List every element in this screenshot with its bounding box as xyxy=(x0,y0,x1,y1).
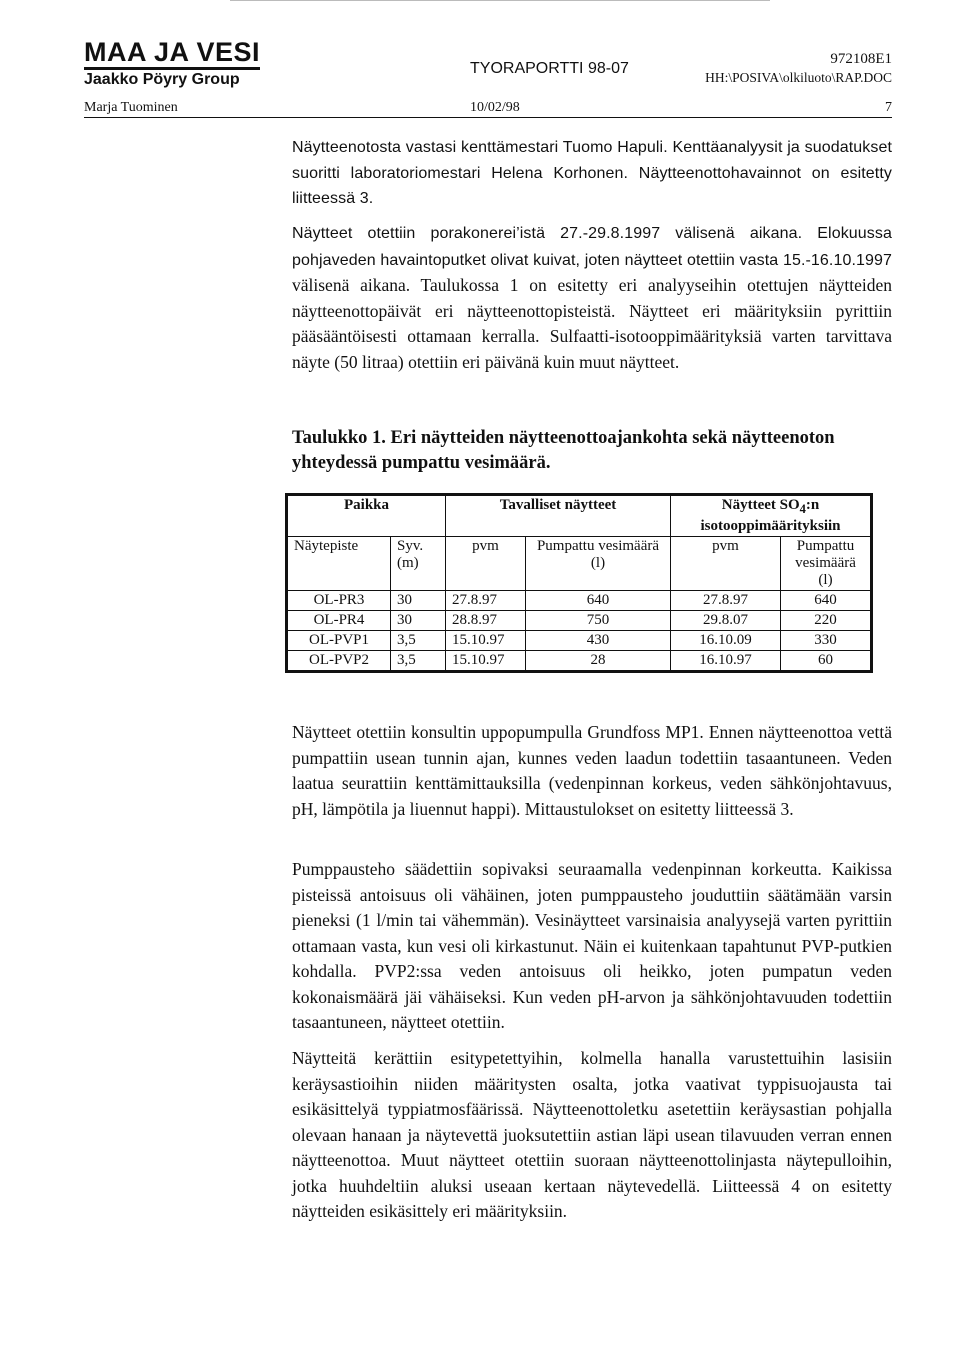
table-sub-header-row xyxy=(288,537,871,591)
report-date: 10/02/98 xyxy=(470,100,520,115)
scan-top-edge xyxy=(230,0,770,1)
sampling-table xyxy=(287,495,871,671)
cell-depth: 3,5 xyxy=(391,631,446,651)
header-pumped-2: Pumpattu vesimäärä (l) xyxy=(781,537,871,591)
paragraph-2 xyxy=(292,220,892,375)
cell-date-1: 15.10.97 xyxy=(446,651,526,671)
table-caption: Taulukko 1. Eri näytteiden näytteenottoajankohta sekä näytteenoton yhteydessä pumpattu vesimäärä. xyxy=(292,428,835,473)
table-row xyxy=(288,591,871,611)
cell-depth: 30 xyxy=(391,611,446,631)
company-logo: MAA JA VESI xyxy=(84,37,261,67)
table-row xyxy=(288,651,871,671)
cell-depth: 3,5 xyxy=(391,651,446,671)
cell-pumped-2: 60 xyxy=(781,651,871,671)
cell-pumped-1: 28 xyxy=(526,651,671,671)
table-row xyxy=(288,611,871,631)
paragraph-3: Näytteet otettiin konsultin uppopumpulla Grundfoss MP1. Ennen näytteenottoa vettä pumpattiin usean tunnin ajan, kunnes veden laadun todettiin tasaantuneen. Veden laatua seurattiin kenttämittauksilla (vedenpinnan korkeus, veden sähkönjohtavuus, pH, lämpötila ja liuennut happi). Mittaustulokset on esitetty liitteessä 3. xyxy=(292,722,892,819)
cell-date-2: 27.8.97 xyxy=(671,591,781,611)
header-site: Näytepiste xyxy=(288,537,391,591)
header-rule xyxy=(84,117,892,118)
paragraph-1: Näytteenotosta vastasi kenttämestari Tuomo Hapuli. Kenttäanalyysit ja suodatukset suoritti laboratoriomestari Helena Korhonen. Näytteenottohavainnot on esitetty liitteessä 3. xyxy=(292,139,892,207)
cell-depth: 30 xyxy=(391,591,446,611)
header-date-1: pvm xyxy=(446,537,526,591)
header-depth: Syv. (m) xyxy=(391,537,446,591)
cell-site: OL-PR4 xyxy=(288,611,391,631)
header-pumped-1: Pumpattu vesimäärä (l) xyxy=(526,537,671,591)
page-number: 7 xyxy=(885,100,892,115)
cell-pumped-1: 750 xyxy=(526,611,671,631)
paragraph-2-part-b: välisenä aikana. Taulukossa 1 on esitetty eri analyyseihin otettujen näytteiden näytteenottopäivät eri näytteenottopisteistä. Näytteet eri määrityksiin pyrittiin pääsääntöisesti ottamaan kerralla. Sulfaatti-isotooppimäärityksiä varten tarvittava näyte (50 litraa) otettiin eri päivänä kuin muut näytteet. xyxy=(292,275,892,372)
cell-date-1: 15.10.97 xyxy=(446,631,526,651)
table-row xyxy=(288,631,871,651)
paragraph-2-part-a: Näytteet otettiin porakonerei’istä 27.-29.8.1997 välisenä aikana. Elokuussa pohjaveden havaintoputket olivat kuivat, joten näytteet otettiin vasta 15.-16.10.1997 xyxy=(292,225,892,269)
cell-pumped-2: 640 xyxy=(781,591,871,611)
cell-site: OL-PVP2 xyxy=(288,651,391,671)
author: Marja Tuominen xyxy=(84,100,178,115)
company-group: Jaakko Pöyry Group xyxy=(84,71,240,88)
cell-date-2: 16.10.09 xyxy=(671,631,781,651)
doc-code: 972108E1 xyxy=(830,51,892,67)
report-type: TYORAPORTTI 98-07 xyxy=(470,60,629,77)
cell-date-1: 27.8.97 xyxy=(446,591,526,611)
cell-date-2: 16.10.97 xyxy=(671,651,781,671)
header-place: Paikka xyxy=(288,496,446,537)
cell-site: OL-PVP1 xyxy=(288,631,391,651)
cell-pumped-1: 430 xyxy=(526,631,671,651)
paragraph-4: Pumppausteho säädettiin sopivaksi seuraamalla vedenpinnan korkeutta. Kaikissa pisteissä antoisuus oli vähäinen, joten pumppausteho jouduttiin säätämään varsin pieneksi (1 l/min tai vähemmän). Vesinäytteet varsinaisia analyysejä varten pyrittiin ottamaan vasta, kun vesi oli kirkastunut. Näin ei kuitenkaan tapahtunut PVP-putkien kohdalla. PVP2:ssa veden antoisuus oli heikko, joten pumpatun veden kokonaismäärä jäi vähäiseksi. Kun veden pH-arvon ja sähkönjohtavuuden todettiin tasaantuneen, näytteet otettiin. xyxy=(292,859,892,1032)
cell-date-1: 28.8.97 xyxy=(446,611,526,631)
cell-pumped-1: 640 xyxy=(526,591,671,611)
header-so4-samples: Näytteet $SO_4:n$ isotooppimäärityksiin xyxy=(671,496,871,537)
cell-pumped-2: 330 xyxy=(781,631,871,651)
cell-pumped-2: 220 xyxy=(781,611,871,631)
file-path: HH:\POSIVA\olkiluoto\RAP.DOC xyxy=(705,70,892,85)
header-date-2: pvm xyxy=(671,537,781,591)
paragraph-5: Näytteitä kerättiin esitypetettyihin, kolmella hanalla varustettuihin lasisiin keräysastioihin niiden määritysten osalta, jotka vaativat typpisuojausta tai esikäsittelyä typpiatmosfäärissä. Näytteenottoletku asetettiin keräysastian pohjalla olevaan hanaan ja näytevettä juoksutettiin astian läpi usean tilavuuden verran ennen näytteenottoa. Muut näytteet otettiin suoraan näytteenottolinjasta näytepulloihin, jotka huuhdeltiin aluksi useaan kertaan näytevedellä. Liitteessä 4 on esitetty näytteiden esikäsittely eri määrityksiin. xyxy=(292,1048,892,1221)
cell-date-2: 29.8.07 xyxy=(671,611,781,631)
cell-site: OL-PR3 xyxy=(288,591,391,611)
table-group-header-row xyxy=(288,496,871,537)
header-regular-samples: Tavalliset näytteet xyxy=(446,496,671,537)
